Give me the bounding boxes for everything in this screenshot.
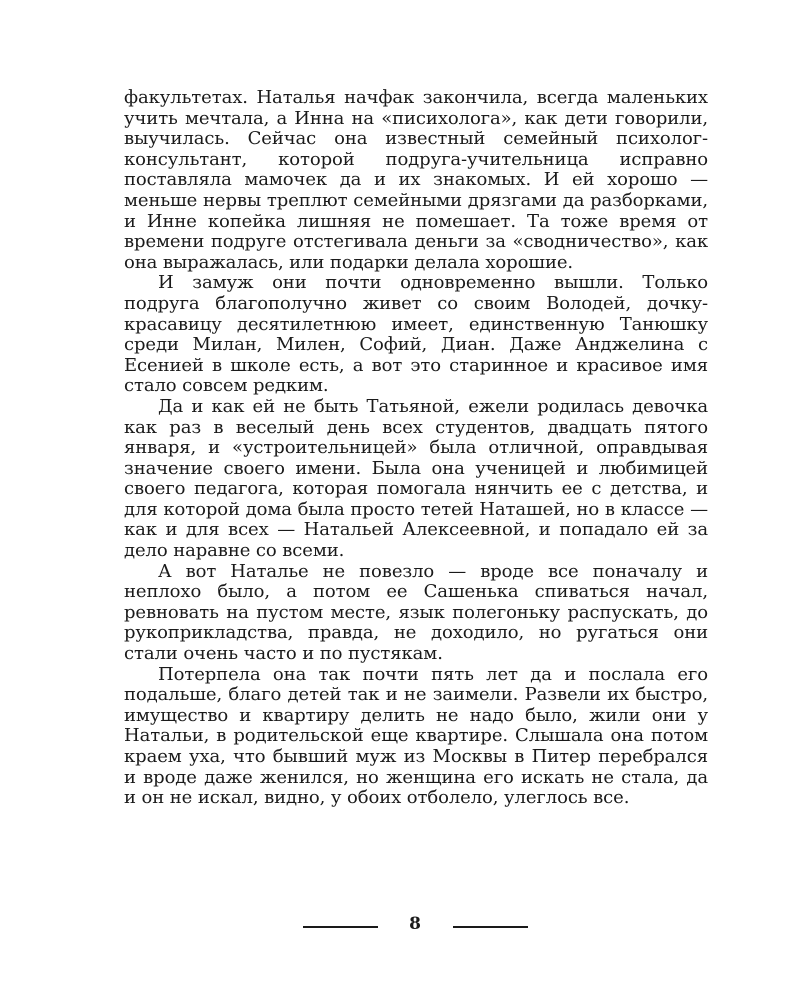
body-text bbox=[124, 88, 708, 809]
footer-rule-left bbox=[303, 926, 378, 928]
paragraph-5: Потерпела она так почти пять лет да и послала его подальше, благо детей так и не заимели. Развели их быстро, имущество и квартиру делить не надо было, жили они у Натальи, в родительской еще квартире. Слышала она потом краем уха, что бывший муж из Москвы в Питер перебрался и вроде даже женился, но женщина его искать не стала, да и он не искал, видно, у обоих отболело, улеглось все. bbox=[124, 663, 708, 809]
paragraph-3: Да и как ей не быть Татьяной, ежели родилась девочка как раз в веселый день всех студентов, двадцать пятого января, и «устроительницей» была отличной, оправдывая значение своего имени. Была она ученицей и любимицей своего педагога, которая помогала нянчить ее с детства, и для которой дома была просто тетей Наташей, но в классе — как и для всех — Натальей Алексеевной, и попадало ей за дело наравне со всеми. bbox=[124, 395, 708, 562]
paragraph-4: А вот Наталье не повезло — вроде все поначалу и неплохо было, а потом ее Сашенька спиваться начал, ревновать на пустом месте, язык полегоньку распускать, до рукоприкладства, правда, не доходило, но ругаться они стали очень часто и по пустякам. bbox=[124, 560, 708, 665]
page-footer bbox=[0, 910, 800, 940]
footer-rule-right bbox=[453, 926, 528, 928]
paragraph-1: факультетах. Наталья начфак закончила, всегда маленьких учить мечтала, а Инна на «писихолога», как дети говорили, выучилась. Сейчас она известный семейный психолог-консультант, которой подруга-учительница исправно поставляла мамочек да и их знакомых. И ей хорошо — меньше нервы треплют семейными дрязгами да разборками, и Инне копейка лишняя не помешает. Та тоже время от времени подруге отстегивала деньги за «сводничество», как она выражалась, или подарки делала хорошие. bbox=[124, 87, 708, 273]
page-number: 8 bbox=[409, 914, 421, 934]
paragraph-2: И замуж они почти одновременно вышли. Только подруга благополучно живет со своим Володей, дочку-красавицу десятилетнюю имеет, единственную Танюшку среди Милан, Милен, Софий, Диан. Даже Анджелина с Есенией в школе есть, а вот это старинное и красивое имя стало совсем редким. bbox=[124, 272, 708, 397]
